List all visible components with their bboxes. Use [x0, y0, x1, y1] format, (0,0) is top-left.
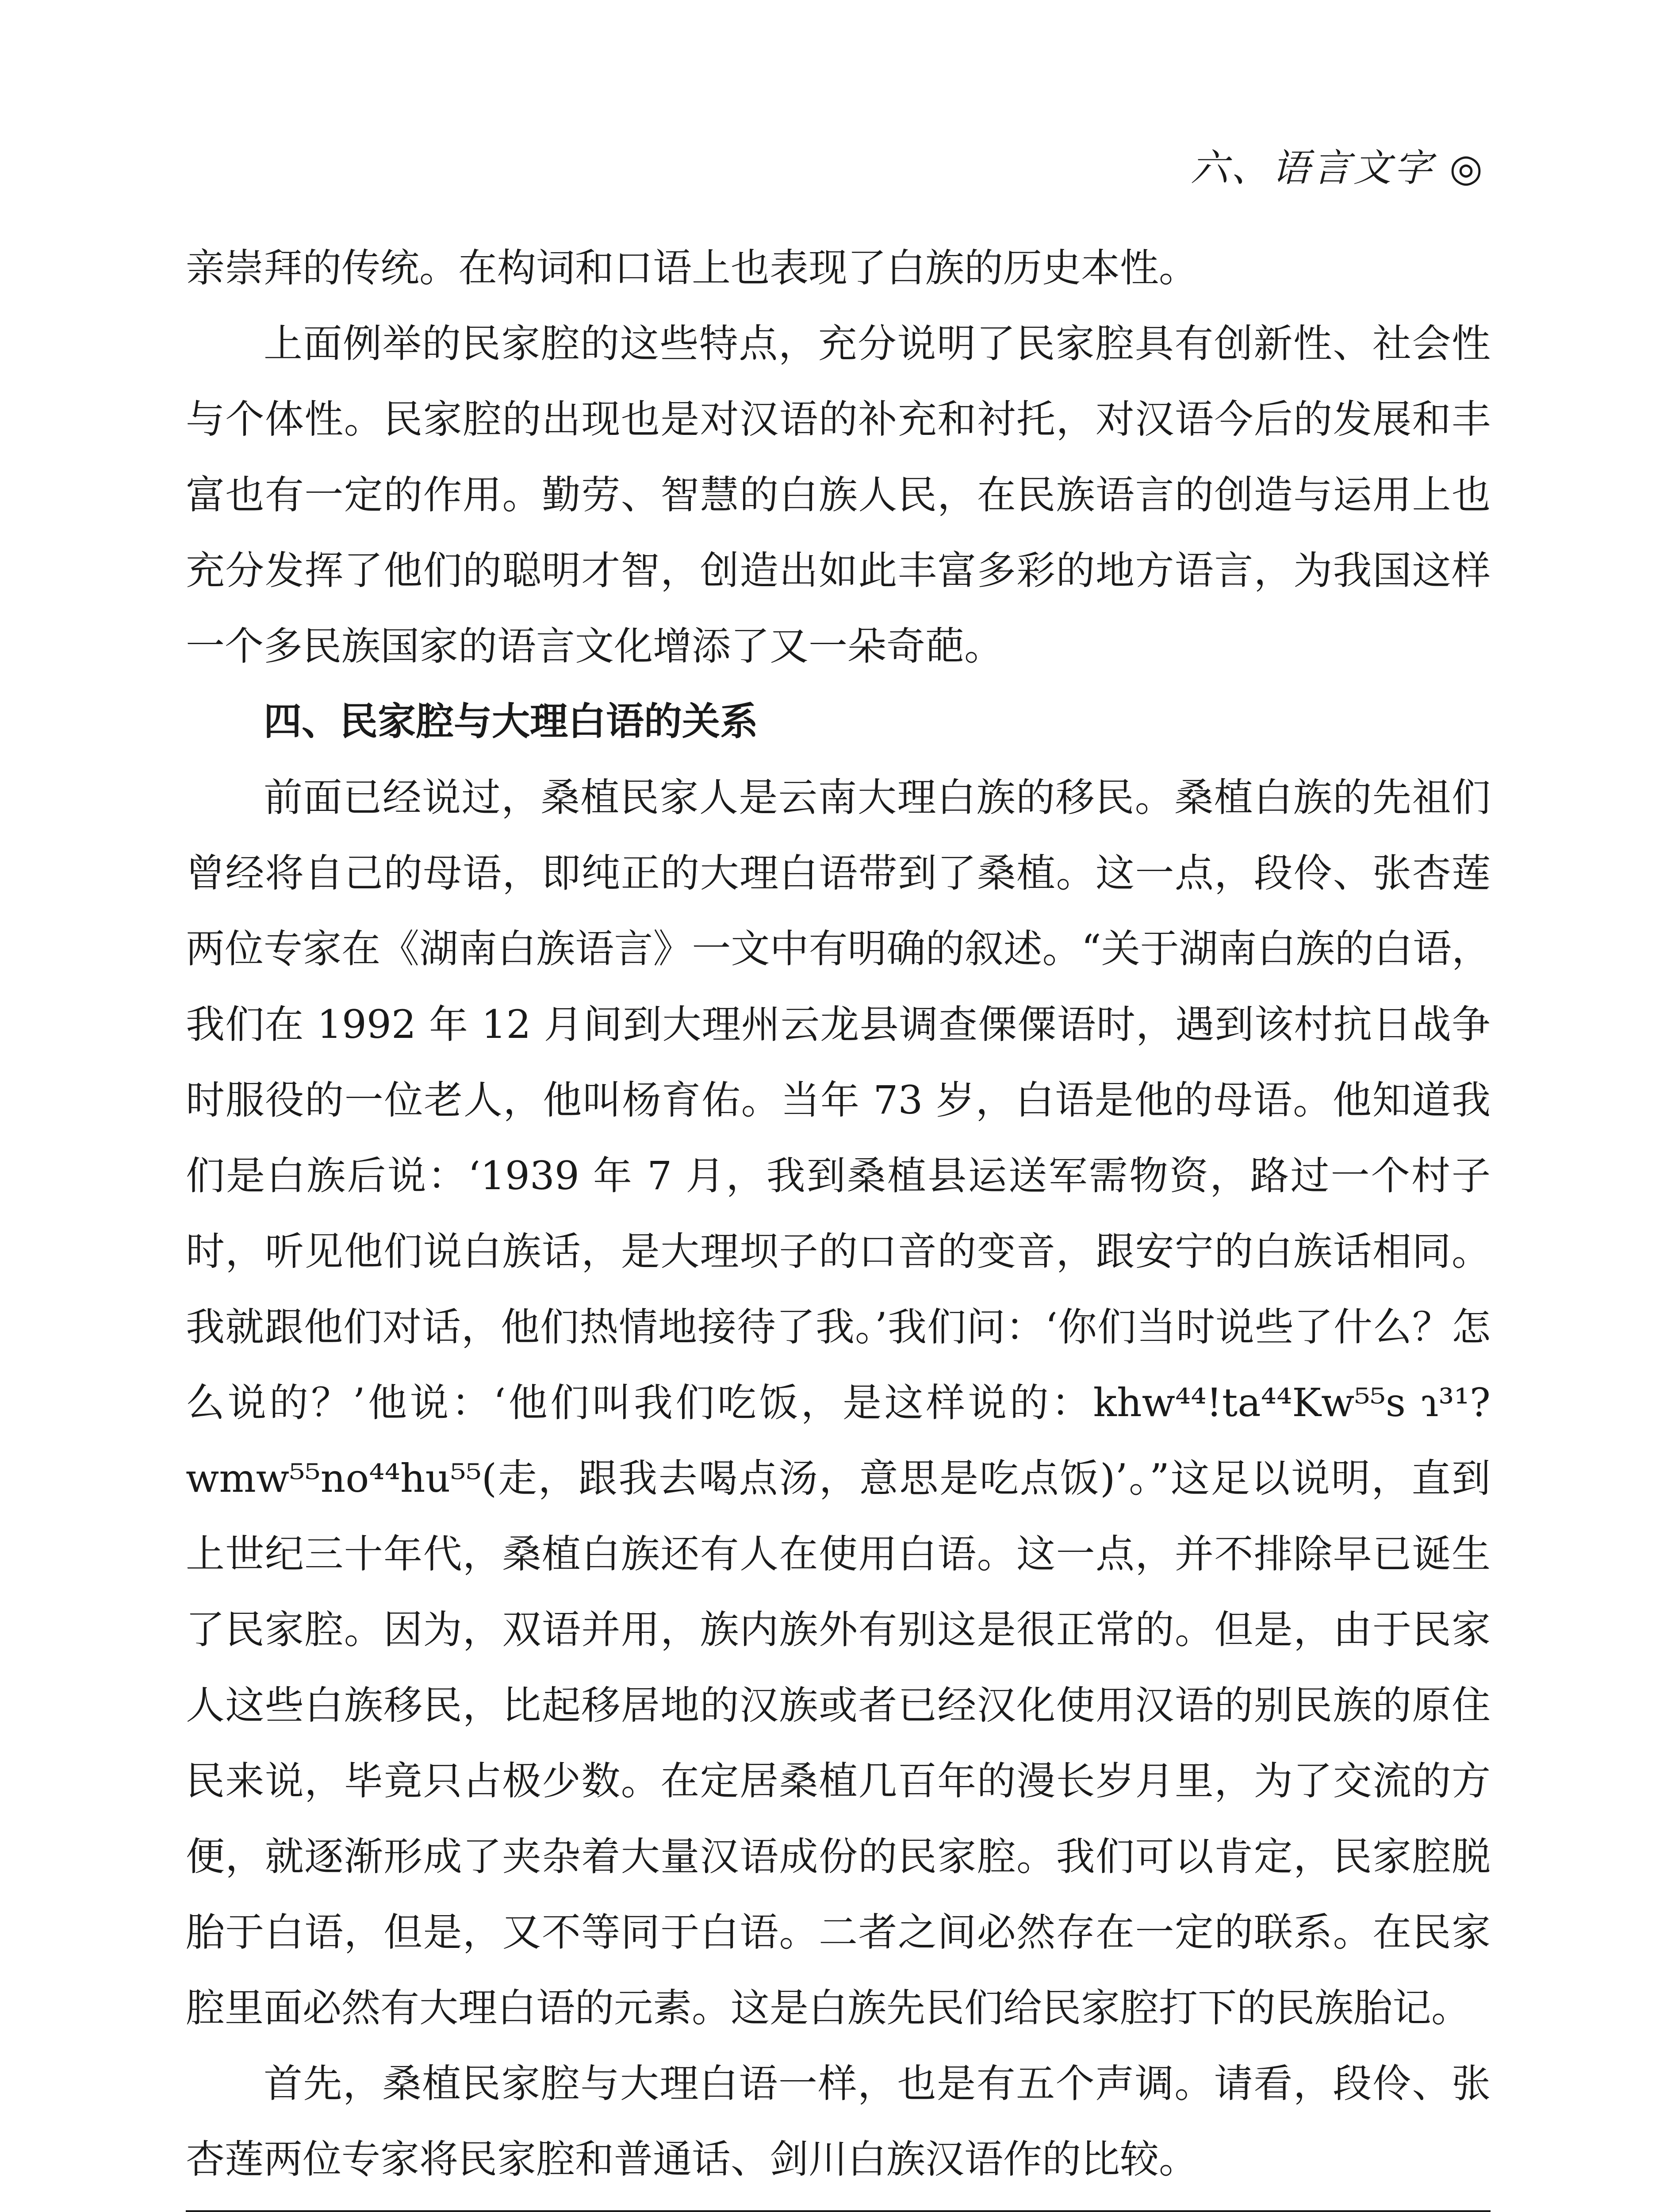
paragraph-continuation: 亲崇拜的传统。在构词和口语上也表现了白族的历史本性。 [186, 245, 1198, 291]
paragraph-history: 前面已经说过，桑植民家人是云南大理白族的移民。桑植白族的先祖们曾经将自己的母语，即纯正的大理白语带到了桑植。这一点，段伶、张杏莲两位专家在《湖南白族语言》一文中有明确的叙述。“关于湖南白族的白语，我们在 1992 年 12 月间到大理州云龙县调查傈僳语时，遇到该村抗日战争时服役的一位老人，他叫杨育佑。当年 73 岁，白语是他的母语。他知道我们是白族后说：‘1939 年 7 月，我到桑植县运送军需物资，路过一个村子时，听见他们说白族话，是大理坝子的口音的变音，跟安宁的白族话相同。我就跟他们对话，他们热情地接待了我。’我们问：‘你们当时说些了什么？怎么说的？’他说：‘他们叫我们吃饭，是这样说的：khw⁴⁴!ta⁴⁴Kw⁵⁵s ɿ³¹?wmw⁵⁵no⁴⁴hu⁵⁵(走，跟我去喝点汤，意思是吃点饭)’。”这足以说明，直到上世纪三十年代，桑植白族还有人在使用白语。这一点，并不排除早已诞生了民家腔。因为，双语并用，族内族外有别这是很正常的。但是，由于民家人这些白族移民，比起移居地的汉族或者已经汉化使用汉语的别民族的原住民来说，毕竟只占极少数。在定居桑植几百年的漫长岁月里，为了交流的方便，就逐渐形成了夹杂着大量汉语成份的民家腔。我们可以肯定，民家腔脱胎于白语，但是，又不等同于白语。二者之间必然存在一定的联系。在民家腔里面必然有大理白语的元素。这是白族先民们给民家腔打下的民族胎记。 [186, 775, 1491, 2031]
paragraph-summary: 上面例举的民家腔的这些特点，充分说明了民家腔具有创新性、社会性与个体性。民家腔的出现也是对汉语的补充和衬托，对汉语今后的发展和丰富也有一定的作用。勤劳、智慧的白族人民，在民族语言的创造与运用上也充分发挥了他们的聪明才智，创造出如此丰富多彩的地方语言，为我国这样一个多民族国家的语言文化增添了又一朵奇葩。 [186, 321, 1491, 669]
section-heading: 四、民家腔与大理白语的关系 [264, 699, 758, 744]
running-header: 六、语言文字 ◎ [1190, 146, 1485, 190]
tone-comparison-table [186, 2210, 1491, 2212]
page-body [186, 230, 1491, 2212]
paragraph-tones-intro: 首先，桑植民家腔与大理白语一样，也是有五个声调。请看，段伶、张杏莲两位专家将民家腔和普通话、剑川白族汉语作的比较。 [186, 2061, 1491, 2182]
